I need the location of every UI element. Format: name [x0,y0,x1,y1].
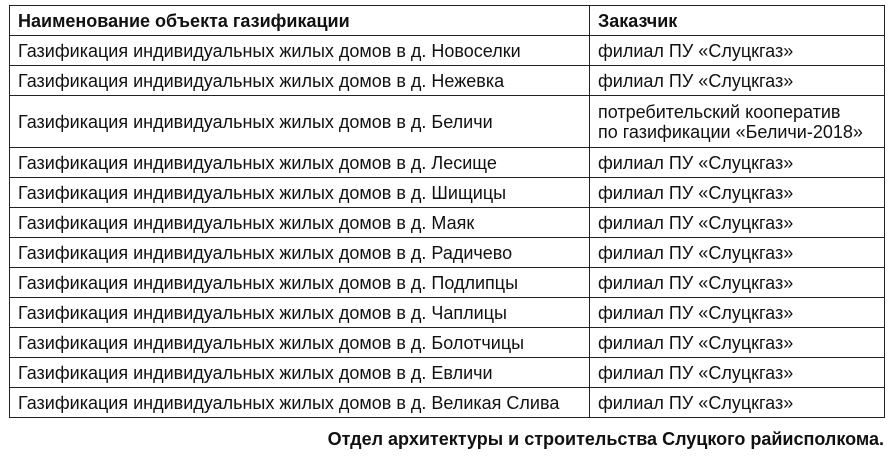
customer-cell [590,178,885,208]
customer-cell [590,66,885,96]
gasification-table [9,5,885,418]
customer-line: филиал ПУ «Слуцкгаз» [598,272,794,293]
customer-cell [590,358,885,388]
customer-cell [590,328,885,358]
customer-line: филиал ПУ «Слуцкгаз» [598,332,794,353]
table-row [10,148,885,178]
object-name-cell: Газификация индивидуальных жилых домов в д. Маяк [10,208,590,238]
customer-line: филиал ПУ «Слуцкгаз» [598,152,794,173]
customer-line: филиал ПУ «Слуцкгаз» [598,302,794,323]
customer-line: по газификации «Беличи-2018» [598,121,863,142]
object-name-cell: Газификация индивидуальных жилых домов в д. Евличи [10,358,590,388]
customer-line: филиал ПУ «Слуцкгаз» [598,70,794,91]
customer-cell [590,96,885,148]
customer-line: филиал ПУ «Слуцкгаз» [598,212,794,233]
customer-cell [590,36,885,66]
object-name-cell: Газификация индивидуальных жилых домов в д. Новоселки [10,36,590,66]
table-row [10,36,885,66]
table-row [10,208,885,238]
customer-cell [590,388,885,418]
table-row [10,388,885,418]
header-object: Наименование объекта газификации [10,6,590,36]
table-row [10,268,885,298]
object-name-cell: Газификация индивидуальных жилых домов в д. Болотчицы [10,328,590,358]
table-row [10,328,885,358]
header-customer: Заказчик [590,6,885,36]
customer-line: филиал ПУ «Слуцкгаз» [598,40,794,61]
object-name-cell: Газификация индивидуальных жилых домов в д. Шищицы [10,178,590,208]
object-name-cell: Газификация индивидуальных жилых домов в д. Нежевка [10,66,590,96]
object-name-cell: Газификация индивидуальных жилых домов в д. Лесище [10,148,590,178]
customer-line: филиал ПУ «Слуцкгаз» [598,182,794,203]
header-row [10,6,885,36]
customer-line: филиал ПУ «Слуцкгаз» [598,242,794,263]
customer-cell [590,238,885,268]
customer-cell [590,208,885,238]
customer-cell [590,148,885,178]
object-name-cell: Газификация индивидуальных жилых домов в д. Подлипцы [10,268,590,298]
customer-cell [590,268,885,298]
table-row [10,96,885,148]
table-row [10,66,885,96]
table-row [10,178,885,208]
object-name-cell: Газификация индивидуальных жилых домов в д. Чаплицы [10,298,590,328]
footer-credit: Отдел архитектуры и строительства Слуцкого райисполкома. [327,429,884,449]
customer-line: потребительский кооператив [598,101,841,122]
object-name-cell: Газификация индивидуальных жилых домов в д. Великая Слива [10,388,590,418]
table-row [10,238,885,268]
object-name-cell: Газификация индивидуальных жилых домов в д. Беличи [10,96,590,148]
customer-line: филиал ПУ «Слуцкгаз» [598,362,794,383]
customer-cell [590,298,885,328]
customer-line: филиал ПУ «Слуцкгаз» [598,392,794,413]
table-row [10,358,885,388]
object-name-cell: Газификация индивидуальных жилых домов в д. Радичево [10,238,590,268]
table-row [10,298,885,328]
